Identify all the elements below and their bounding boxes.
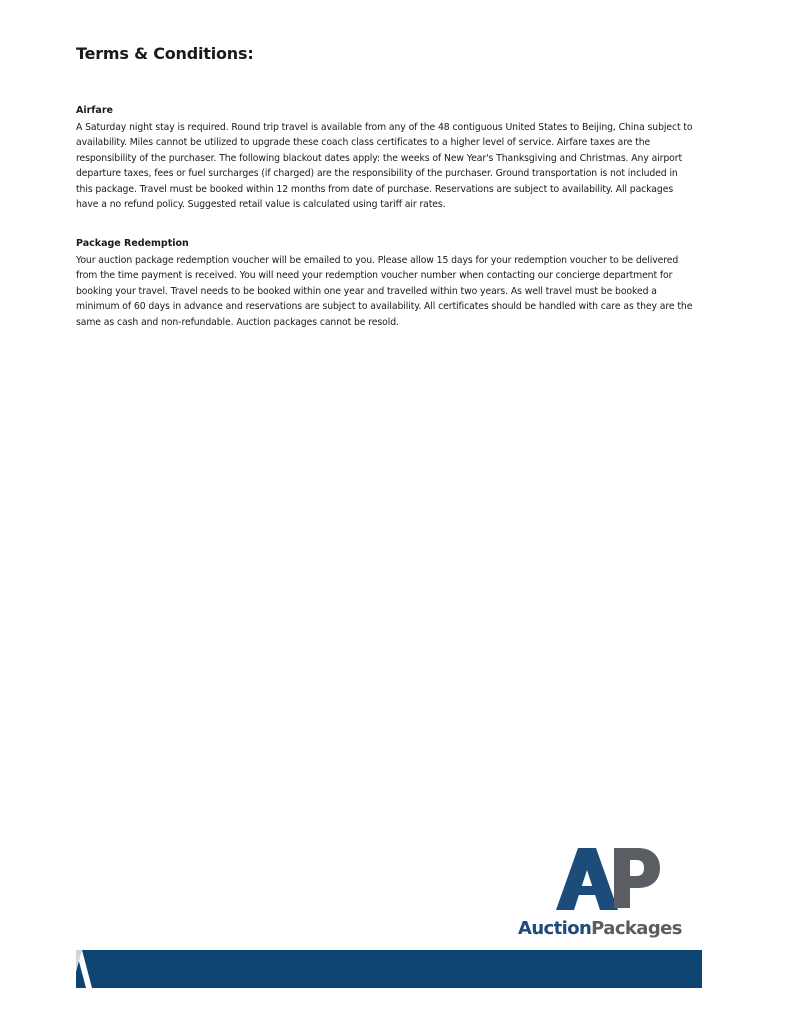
section-heading: Airfare <box>76 105 113 116</box>
auction-packages-logo <box>518 846 698 942</box>
logo-word-packages: Packages <box>591 918 682 939</box>
logo-word-auction: Auction <box>518 918 592 939</box>
footer-stripe-icon <box>76 950 106 988</box>
logo-wordmark <box>518 918 682 939</box>
page-title: Terms & Conditions: <box>76 44 254 63</box>
section-body: Your auction package redemption voucher will be emailed to you. Please allow 15 days for your redemption voucher to be delivered from the time payment is received. You will need your redemption voucher number when contacting our concierge department for booking your travel. Travel needs to be booked within one year and travelled within two years. As well travel must be booked a minimum of 60 days in advance and reservations are subject to availability. All certificates should be handled with care as they are the same as cash and non-refundable. Auction packages cannot be resold. <box>76 255 693 328</box>
ap-logo-icon <box>556 846 660 912</box>
airfare-section <box>76 104 696 212</box>
package-redemption-section <box>76 237 696 330</box>
footer-bar <box>76 950 702 988</box>
section-heading: Package Redemption <box>76 238 189 249</box>
section-body: A Saturday night stay is required. Round trip travel is available from any of the 48 contiguous United States to Beijing, China subject to availability. Miles cannot be utilized to upgrade these coach class certificates to a higher level of service. Airfare taxes are the responsibility of the purchaser. The following blackout dates apply: the weeks of New Year's Thanksgiving and Christmas. Any airport departure taxes, fees or fuel surcharges (if charged) are the responsibility of the purchaser. Ground transportation is not included in this package. Travel must be booked within 12 months from date of purchase. Reservations are subject to availability. All packages have a no refund policy. Suggested retail value is calculated using tariff air rates. <box>76 122 693 211</box>
